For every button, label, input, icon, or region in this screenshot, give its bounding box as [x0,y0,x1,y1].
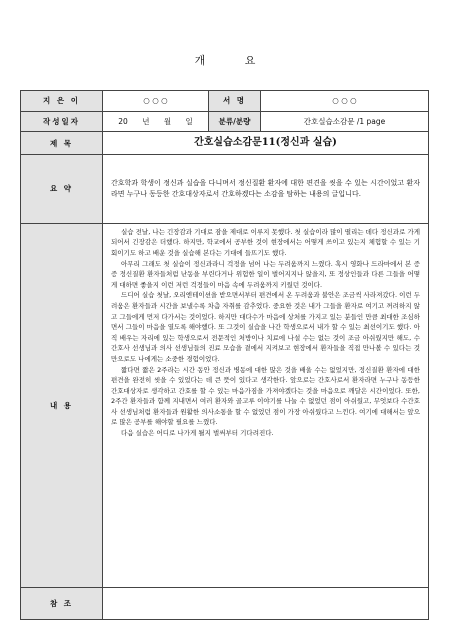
content-label: 내 용 [21,223,103,587]
summary-text: 간호학과 학생이 정신과 실습을 다니며서 정신질환 환자에 대한 편견을 씻을 수 있는 시간이었고 환자라면 누구나 동등한 간호대상자로서 간호하겠다는 소감을 탐하는 내용의 글입니다. [103,155,429,224]
content-paragraph: 아무리 그래도 첫 실습이 정신과라니 걱정을 넘어 나는 두려움까지 느꼈다. 혹시 영화나 드라마에서 본 증증 정신질환 환자들처럼 난동을 부린다거나 위험한 일이 벌어지지나 않을지, 또 정상인들과 다른 그들을 어떻게 대하면 좋을지 이런 저런 걱정들이 마음 속에 두려움까지 키웠던 것이다. [111,259,420,289]
date-row [21,111,429,132]
page-title: 개 요 [194,54,274,67]
content-paragraph: 실습 전날, 나는 긴장감과 기대로 잠을 제대로 이루지 못했다. 첫 실습이라 많이 떨리는 데다 정신과로 가게 되어서 긴장감은 더했다. 하지만, 학교에서 공부한 것이 현장에서는 어떻게 쓰이고 있는지 체험할 수 있는 기회이기도 하고 배운 것을 실습해 본다는 기대에 들뜨기도 했다. [111,227,420,257]
signature-value: ○ ○ ○ [261,91,429,112]
signature-label: 서 명 [209,91,261,112]
reference-row [21,587,429,619]
category-label: 분류/분량 [209,111,261,132]
subject-row [21,132,429,155]
reference-label: 참 조 [21,587,103,619]
author-row [21,91,429,112]
subject-value: 간호실습소감문11(정신과 실습) [103,132,429,155]
summary-label: 요 약 [21,155,103,224]
author-label: 지 은 이 [21,91,103,112]
author-value: ○ ○ ○ [103,91,209,112]
date-year-prefix: 20 [118,116,128,126]
content-paragraph: 다음 실습은 어디로 나가게 될지 벌써부터 기다려진다. [121,429,274,438]
date-value [103,111,209,132]
summary-row [21,155,429,224]
date-day: 일 [185,116,193,126]
content-paragraph: 드디어 실습 첫날, 오리엔테이션을 받으면서부터 편견에서 온 두려움과 불안은 조금씩 사라져갔다. 이런 두려움은 환자들과 시간을 보낼수록 차츰 자취를 감추었다. 중요한 것은 내가 그들을 환자로 여기고 꺼려하지 않고 그들에게 먼저 다가서는 것이었다. 하지만 대다수가 마음에 상처를 가지고 있는 분들인 만큼 최대한 조심하면서 그들이 마음을 열도록 해야했다. 또 그것이 실습을 나간 학생으로서 내가 할 수 있는 최선이기도 했다. 아직 배우는 자리에 있는 학생으로서 전문적인 처방이나 치료에 나설 수는 없는 것이 조금 아쉬웠지만 해도, 수간호사 선생님과 의사 선생님들의 진료 모습을 곁에서 지켜보고 현장에서 환자들을 직접 만나볼 수 있다는 것만으로도 나에게는 소중한 경험이었다. [111,291,420,363]
category-value: 간호실습소감문 /1 page [261,111,429,132]
reference-value [103,587,429,619]
content-body [103,223,429,587]
subject-label: 제 목 [21,132,103,155]
overview-table [20,90,429,620]
content-row [21,223,429,587]
date-month: 월 [163,116,172,126]
date-year: 년 [142,116,150,126]
date-label: 작성일자 [21,111,103,132]
content-paragraph: 짧다면 짧은 2주라는 시간 동안 정신과 병동에 대한 많은 것을 배울 수는 없었지만, 정신질환 환자에 대한 편견을 완전히 씻을 수 있었다는 데 큰 뜻이 있다고 생각한다. 앞으로는 간호사로서 환자라면 누구나 동등한 간호대상자로 생각하고 간호를 할 수 있는 마음가짐을 가져야겠다는 것을 마음으로 깨달은 시간이었다. 또한, 2주간 환자들과 함께 지내면서 여러 환자와 골고루 이야기를 나눌 수 없었던 점이 아쉬웠고, 무엇보다 수간호사 선생님처럼 환자들과 원활한 의사소통을 할 수 없었던 점이 가장 아쉬웠다고 느낀다. 여기에 대해서는 앞으로 많은 공부를 해야할 필요를 느꼈다. [111,365,420,427]
